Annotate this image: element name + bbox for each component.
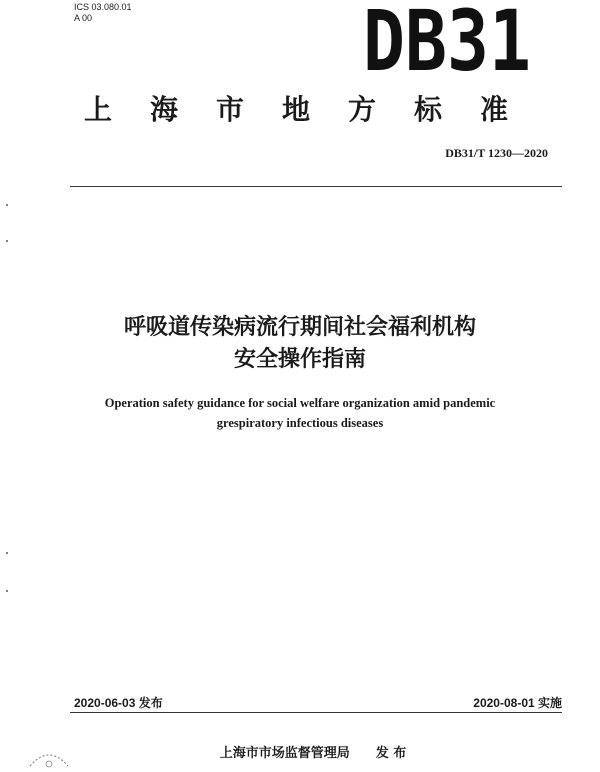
db31-logo — [360, 0, 535, 90]
margin-mark — [6, 240, 8, 242]
document-title-cn-line2: 安全操作指南 — [233, 347, 366, 372]
footer-divider — [70, 712, 562, 713]
standard-number: DB31/T 1230—2020 — [445, 146, 548, 160]
publisher — [0, 742, 600, 761]
header-divider — [70, 186, 562, 187]
document-title-en-line2: grespiratory infectious diseases — [216, 416, 384, 430]
issue-date: 2020-06-03 发布 — [74, 696, 163, 710]
ccs-classification: A 00 — [74, 13, 93, 23]
margin-mark — [6, 552, 8, 554]
publisher-name: 上海市市场监督管理局 — [219, 746, 350, 761]
ics-code — [74, 2, 132, 24]
logo-text: DB31 — [363, 0, 531, 90]
margin-mark — [6, 204, 8, 206]
publish-label: 发 布 — [375, 746, 407, 761]
issuing-authority-title: 上海市地方标准 — [83, 93, 546, 126]
document-title-en-line1: Operation safety guidance for social welfare organization amid pandemic — [104, 396, 496, 410]
ics-classification: ICS 03.080.01 — [74, 2, 132, 12]
implementation-date: 2020-08-01 实施 — [473, 696, 562, 710]
document-title-cn-line1: 呼吸道传染病流行期间社会福利机构 — [123, 315, 476, 340]
margin-mark — [6, 590, 8, 592]
